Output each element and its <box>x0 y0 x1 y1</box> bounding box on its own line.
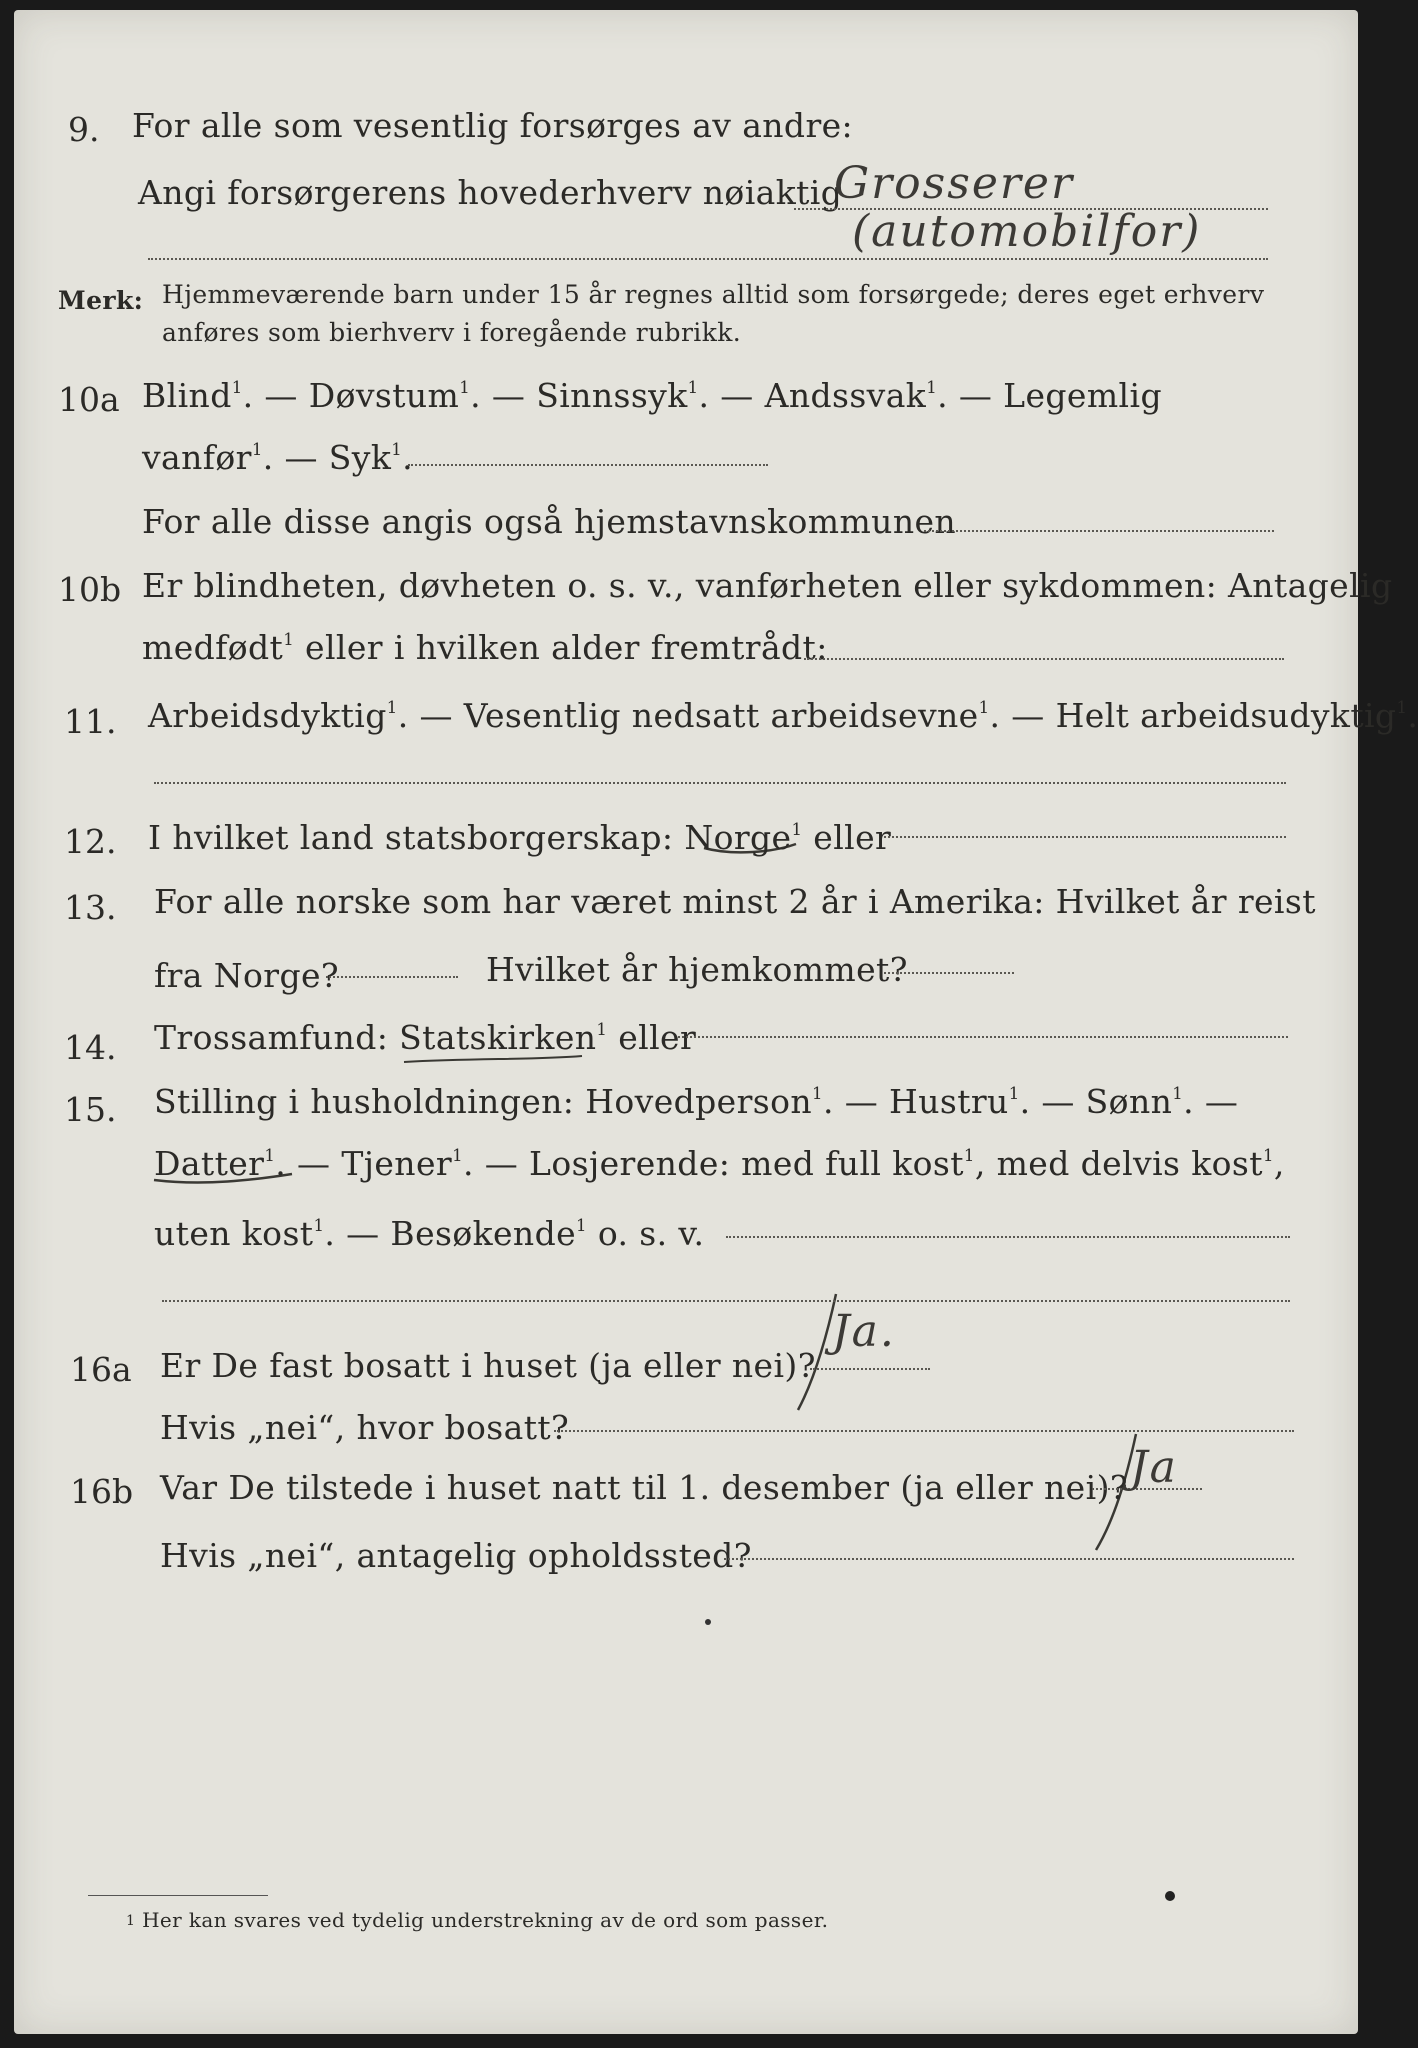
q16b-line2: Hvis „nei“, antagelig opholdssted? <box>160 1536 752 1575</box>
q15-line3: uten kost$^1$. — Besøkende$^1$ o. s. v. <box>154 1214 705 1253</box>
q16a-line2: Hvis „nei“, hvor bosatt? <box>160 1408 570 1447</box>
census-form-page <box>14 10 1418 2034</box>
q10a-line1: Blind$^1$. — Døvstum$^1$. — Sinnssyk$^1$. — Andssvak$^1$. — Legemlig <box>142 376 1162 415</box>
answer-dotted-line <box>924 530 1274 532</box>
q16a-line1: Er De fast bosatt i huset (ja eller nei)? <box>160 1346 816 1385</box>
answer-dotted-line <box>724 1558 1294 1560</box>
question-number: 13. <box>64 888 117 927</box>
question-number: 16a <box>70 1350 132 1389</box>
merk-label: Merk: <box>58 286 144 315</box>
answer-dotted-line <box>154 782 1286 784</box>
q13-line2b: Hvilket år hjemkommet? <box>486 950 908 989</box>
question-number: 9. <box>68 110 100 149</box>
question-number: 11. <box>64 702 117 741</box>
question-number: 15. <box>64 1090 117 1129</box>
handwritten-answer-q9-cont: (automobilfor) <box>852 206 1202 257</box>
answer-norge-underlined: Norge <box>684 818 792 857</box>
question-number: 14. <box>64 1028 117 1067</box>
handwritten-answer-16b: Ja <box>1130 1442 1178 1493</box>
q13-line1: For alle norske som har været minst 2 år i Amerika: Hvilket år reist <box>154 882 1316 921</box>
ink-dot <box>1165 1891 1175 1901</box>
handwritten-answer-q9: Grosserer <box>834 158 1074 209</box>
q15-line1: Stilling i husholdningen: Hovedperson$^1$. — Hustru$^1$. — Sønn$^1$. — <box>154 1082 1239 1121</box>
answer-dotted-line <box>884 836 1286 838</box>
handwritten-answer-16a: Ja. <box>832 1306 896 1357</box>
question-number: 16b <box>70 1472 134 1511</box>
question-number: 10a <box>58 380 120 419</box>
q10a-line2: vanfør$^1$. — Syk$^1$. <box>142 438 414 477</box>
question-number: 10b <box>58 570 122 609</box>
merk-line1: Hjemmeværende barn under 15 år regnes alltid som forsørgede; deres eget erhverv <box>162 280 1265 309</box>
answer-dotted-line <box>804 658 1284 660</box>
answer-dotted-line <box>884 972 1014 974</box>
q10b-line1: Er blindheten, døvheten o. s. v., vanførheten eller sykdommen: Antagelig <box>142 566 1393 605</box>
answer-dotted-line <box>678 1036 1288 1038</box>
q14-line: Trossamfund: Statskirken$^1$ eller <box>154 1018 697 1057</box>
q13-line2a: fra Norge? <box>154 956 340 995</box>
q10a-line3: For alle disse angis også hjemstavnskommunen <box>142 502 957 541</box>
q12-line: I hvilket land statsborgerskap: Norge$^1$ eller <box>148 818 892 857</box>
q10b-line2: medfødt$^1$ eller i hvilken alder fremtrådt: <box>142 628 828 667</box>
answer-datter-underlined: Datter <box>154 1144 265 1183</box>
answer-dotted-line <box>408 464 768 466</box>
answer-dotted-line <box>726 1236 1290 1238</box>
footnote: 1 Her kan svares ved tydelig understrekning av de ord som passer. <box>126 1908 829 1932</box>
q16b-line1: Var De tilstede i huset natt til 1. desember (ja eller nei)? <box>160 1468 1128 1507</box>
merk-line2: anføres som bierhverv i foregående rubrikk. <box>162 318 742 347</box>
answer-dotted-line <box>148 258 1268 260</box>
answer-statskirken-underlined: Statskirken <box>399 1018 597 1057</box>
q15-line2: Datter$^1$. — Tjener$^1$. — Losjerende: med full kost$^1$, med delvis kost$^1$, <box>154 1144 1285 1183</box>
q9-line2: Angi forsørgerens hovederhverv nøiaktig <box>138 173 843 212</box>
q9-line1: For alle som vesentlig forsørges av andre: <box>132 106 854 145</box>
footnote-rule <box>88 1895 268 1896</box>
answer-dotted-line <box>162 1300 1290 1302</box>
answer-dotted-line <box>810 1368 930 1370</box>
q11-line: Arbeidsdyktig$^1$. — Vesentlig nedsatt arbeidsevne$^1$. — Helt arbeidsudyktig$^1$. <box>148 696 1418 735</box>
answer-dotted-line <box>326 976 458 978</box>
ink-dot <box>705 1619 711 1625</box>
question-number: 12. <box>64 822 117 861</box>
answer-dotted-line <box>554 1430 1294 1432</box>
